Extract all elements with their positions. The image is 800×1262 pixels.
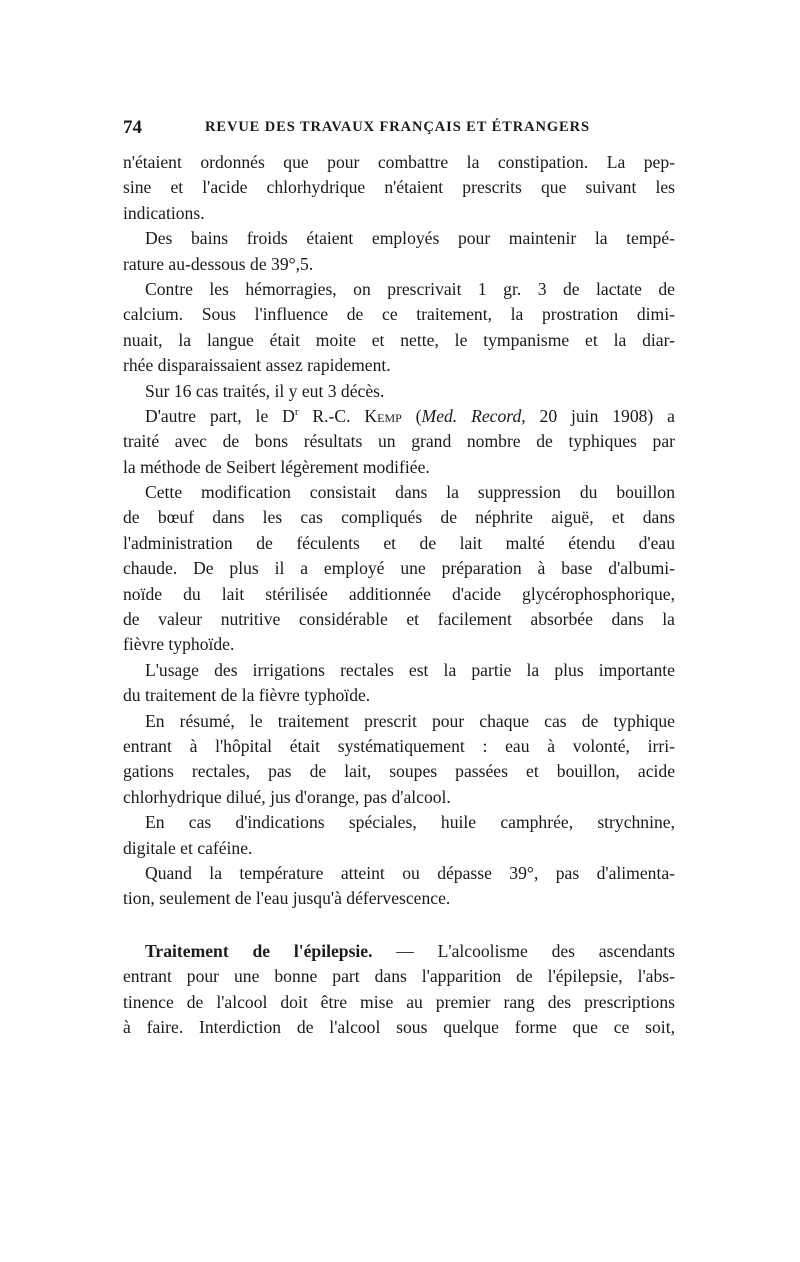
text-line: chaude. De plus il a employé une préparation à base d'albumi- [123, 558, 675, 579]
section-start [123, 939, 675, 964]
text-run: R.-C. [298, 405, 365, 426]
paragraph-start: L'usage des irrigations rectales est la partie la plus importante [145, 659, 675, 680]
text-line: de bœuf dans les cas compliqués de néphrite aiguë, et dans [123, 507, 675, 528]
section-heading: Traitement de l'épilepsie. [145, 940, 373, 961]
text-line: fièvre typhoïde. [123, 634, 235, 655]
text-line: gations rectales, pas de lait, soupes passées et bouillon, acide [123, 761, 675, 782]
body-text [123, 150, 675, 1040]
text-line: traité avec de bons résultats un grand nombre de typhiques par [123, 431, 675, 452]
running-head [123, 117, 683, 141]
text-line: entrant à l'hôpital était systématiquement : eau à volonté, irri- [123, 735, 675, 756]
text-line: chlorhydrique dilué, jus d'orange, pas d'alcool. [123, 786, 451, 807]
section-gap [123, 912, 675, 939]
text-line: nuait, la langue était moite et nette, le tympanisme et la diar- [123, 329, 675, 350]
text-run: D'autre part, le D [145, 405, 295, 426]
text-line: du traitement de la fièvre typhoïde. [123, 685, 371, 706]
paragraph-start: Des bains froids étaient employés pour maintenir la tempé- [145, 228, 675, 249]
text-line: digitale et caféine. [123, 837, 253, 858]
text-line: calcium. Sous l'influence de ce traitement, la prostration dimi- [123, 304, 675, 325]
text-line: indications. [123, 202, 205, 223]
text-line: l'administration de féculents et de lait malté étendu d'eau [123, 532, 675, 553]
superscript: r [294, 406, 299, 419]
text-line: de valeur nutritive considérable et facilement absorbée dans la [123, 609, 675, 630]
text-line: tion, seulement de l'eau jusqu'à défervescence. [123, 888, 451, 909]
paragraph-start: Cette modification consistait dans la suppression du bouillon [145, 482, 675, 503]
text-line: entrant pour une bonne part dans l'apparition de l'épilepsie, l'abs- [123, 966, 675, 987]
paragraph-start [123, 404, 675, 429]
text-line: rature au-dessous de 39°,5. [123, 253, 314, 274]
running-title: REVUE DES TRAVAUX FRANÇAIS ET ÉTRANGERS [205, 119, 590, 135]
paragraph-start: En résumé, le traitement prescrit pour chaque cas de typhique [145, 710, 675, 731]
text-run: 20 juin 1908) a [525, 405, 675, 426]
text-line: tinence de l'alcool doit être mise au premier rang des prescriptions [123, 991, 675, 1012]
text-line: n'étaient ordonnés que pour combattre la constipation. La pep- [123, 152, 675, 172]
journal-name: Med. Record, [421, 405, 526, 426]
text-line: noïde du lait stérilisée additionnée d'acide glycérophosphorique, [123, 583, 675, 604]
text-run: — L'alcoolisme des ascendants [372, 940, 676, 961]
paragraph-start: Contre les hémorragies, on prescrivait 1 gr. 3 de lactate de [145, 278, 675, 299]
text-run: ( [401, 405, 422, 426]
paragraph-start: Sur 16 cas traités, il y eut 3 décès. [145, 380, 385, 401]
text-line: à faire. Interdiction de l'alcool sous quelque forme que ce soit, [123, 1016, 675, 1037]
paragraph-start: Quand la température atteint ou dépasse 39°, pas d'alimenta- [145, 862, 675, 883]
author-name: Kemp [364, 405, 402, 426]
text-line: la méthode de Seibert légèrement modifiée. [123, 456, 430, 477]
paragraph-start: En cas d'indications spéciales, huile camphrée, strychnine, [145, 812, 675, 833]
text-line: rhée disparaissaient assez rapidement. [123, 355, 391, 376]
text-line: sine et l'acide chlorhydrique n'étaient prescrits que suivant les [123, 177, 675, 198]
page-number: 74 [123, 117, 142, 138]
